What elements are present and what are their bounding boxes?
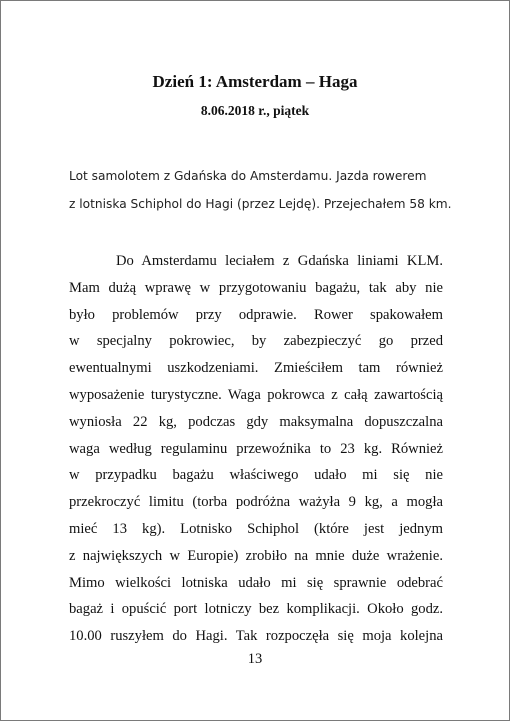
paragraph-line: Mimo wielkości lotniska udało mi się sprawnie odebrać [69,574,443,591]
chapter-summary [69,162,452,218]
paragraph-line: było problemów przy odprawie. Rower spakowałem [69,306,443,323]
page-number: 13 [247,651,263,667]
summary-line: Lot samolotem z Gdańska do Amsterdamu. Jazda rowerem [69,169,427,183]
paragraph-line: przekroczyć limitu (torba podróżna ważyła 9 kg, a mogła [69,494,443,511]
paragraph-line: z największych w Europie) zrobiło na mnie duże wrażenie. [69,547,443,564]
paragraph-line: wyposażenie turystyczne. Waga pokrowca z całą zawartością [69,386,443,403]
paragraph-line: Mam dużą wprawę w przygotowaniu bagażu, tak aby nie [69,279,443,296]
paragraph-line: wyniosła 22 kg, podczas gdy maksymalna dopuszczalna [69,413,443,430]
paragraph-line: 10.00 ruszyłem do Hagi. Tak rozpoczęła się moja kolejna [69,628,443,645]
paragraph-line: waga według regulaminu przewoźnika to 23 kg. Również [69,440,443,457]
paragraph-line: Do Amsterdamu leciałem z Gdańska liniami KLM. [116,253,443,269]
chapter-date: 8.06.2018 r., piątek [200,103,310,118]
body-paragraph [69,248,443,650]
summary-line: z lotniska Schiphol do Hagi (przez Lejdę). Przejechałem 58 km. [69,197,452,211]
paragraph-line: mieć 13 kg). Lotnisko Schiphol (które jest jednym [69,520,443,537]
paragraph-line: w specjalny pokrowiec, by zabezpieczyć go przed [69,333,443,350]
paragraph-line: w przypadku bagażu właściwego udało mi się nie [69,467,443,484]
chapter-title: Dzień 1: Amsterdam – Haga [152,72,358,91]
paragraph-line: ewentualnymi uszkodzeniami. Zmieściłem tam również [69,360,443,377]
paragraph-line: bagaż i opuścić port lotniczy bez komplikacji. Około godz. [69,601,443,618]
